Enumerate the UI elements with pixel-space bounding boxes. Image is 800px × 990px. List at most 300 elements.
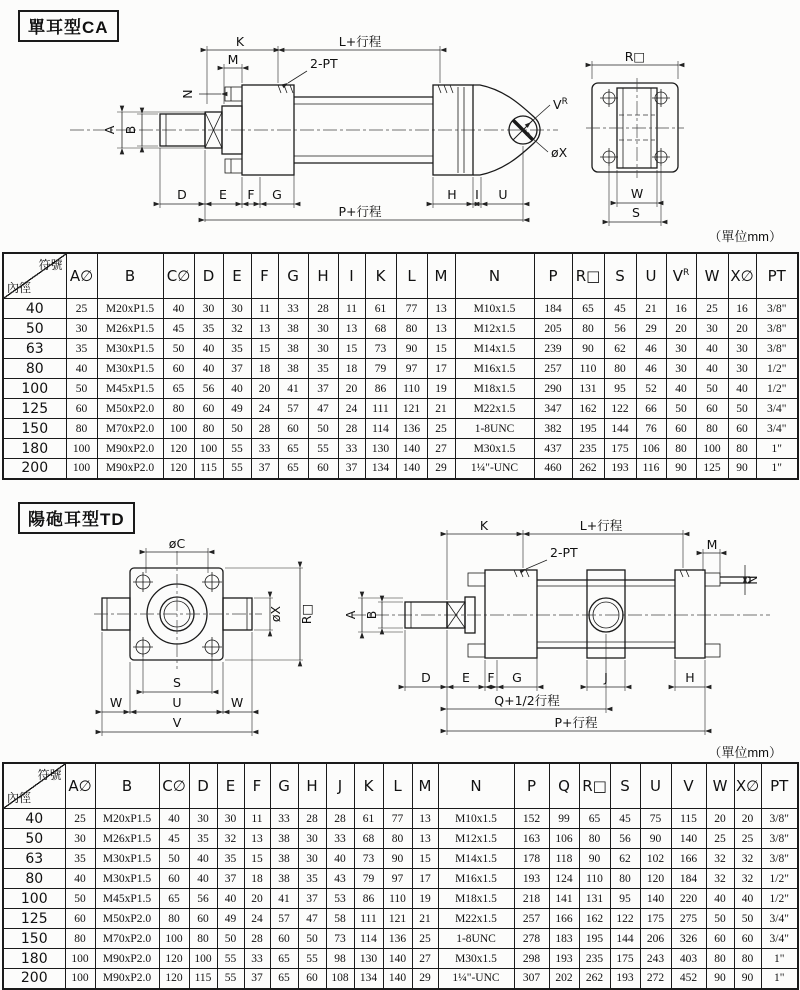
cell: 235 bbox=[572, 439, 604, 459]
col-header: G bbox=[270, 763, 298, 809]
cell: 15 bbox=[244, 849, 270, 869]
cell: 25 bbox=[706, 829, 734, 849]
col-header: D bbox=[194, 253, 223, 299]
cell: 73 bbox=[365, 339, 396, 359]
cell: 131 bbox=[579, 889, 610, 909]
cell: 278 bbox=[514, 929, 549, 949]
td-dimension-table bbox=[2, 762, 799, 990]
cell: 122 bbox=[610, 909, 640, 929]
cell: 62 bbox=[610, 849, 640, 869]
col-header: U bbox=[636, 253, 666, 299]
cell: 1-8UNC bbox=[438, 929, 514, 949]
col-header: K bbox=[365, 253, 396, 299]
cell: 152 bbox=[514, 809, 549, 829]
cell: 25 bbox=[412, 929, 438, 949]
cell: 1" bbox=[756, 439, 798, 459]
cell: 37 bbox=[217, 869, 244, 889]
cell: 33 bbox=[338, 439, 365, 459]
dim-label-u: U bbox=[498, 187, 508, 202]
cell: 17 bbox=[427, 359, 455, 379]
cell: 298 bbox=[514, 949, 549, 969]
cell: 21 bbox=[412, 909, 438, 929]
cell: 20 bbox=[251, 379, 278, 399]
cell: 131 bbox=[572, 379, 604, 399]
dim-label-b: B bbox=[364, 610, 379, 620]
col-header: D bbox=[189, 763, 217, 809]
cell: 29 bbox=[636, 319, 666, 339]
cell: 134 bbox=[354, 969, 383, 989]
cell: 43 bbox=[326, 869, 354, 889]
cell: 1¼"-UNC bbox=[438, 969, 514, 989]
dim-label-ox: øX bbox=[551, 145, 568, 160]
cell: 100 bbox=[189, 949, 217, 969]
cell: 60 bbox=[706, 929, 734, 949]
cell: 116 bbox=[636, 459, 666, 479]
cell: 65 bbox=[278, 459, 308, 479]
cell: 437 bbox=[534, 439, 572, 459]
col-header: C∅ bbox=[163, 253, 194, 299]
cell: 50 bbox=[706, 909, 734, 929]
cell: 28 bbox=[251, 419, 278, 439]
cell: 206 bbox=[640, 929, 671, 949]
col-header: C∅ bbox=[159, 763, 189, 809]
cell: 193 bbox=[610, 969, 640, 989]
cell: 27 bbox=[427, 439, 455, 459]
row-label: 100 bbox=[3, 379, 66, 399]
dim-label-e: E bbox=[462, 670, 470, 685]
cylinder-head bbox=[465, 570, 537, 658]
cell: 28 bbox=[244, 929, 270, 949]
cell: M18x1.5 bbox=[438, 889, 514, 909]
cell: 97 bbox=[396, 359, 427, 379]
cell: 136 bbox=[396, 419, 427, 439]
cell: 47 bbox=[298, 909, 326, 929]
cell: 35 bbox=[66, 339, 97, 359]
col-header: L bbox=[396, 253, 427, 299]
cell: 50 bbox=[666, 399, 696, 419]
cell: M50xP2.0 bbox=[95, 909, 159, 929]
cell: 20 bbox=[734, 809, 761, 829]
cell: 80 bbox=[159, 909, 189, 929]
col-header: R□ bbox=[572, 253, 604, 299]
col-header: $V^R$ bbox=[666, 253, 696, 299]
ports-label: 2-PT bbox=[550, 545, 578, 560]
cell: 37 bbox=[223, 359, 251, 379]
cell: 61 bbox=[354, 809, 383, 829]
cell: 56 bbox=[189, 889, 217, 909]
cell: 73 bbox=[326, 929, 354, 949]
cell: 140 bbox=[671, 829, 706, 849]
table-row bbox=[3, 849, 798, 869]
cell: 162 bbox=[572, 399, 604, 419]
cell: 257 bbox=[514, 909, 549, 929]
cell: 55 bbox=[223, 459, 251, 479]
cell: 45 bbox=[163, 319, 194, 339]
table-row bbox=[3, 439, 798, 459]
row-label: 50 bbox=[3, 319, 66, 339]
col-header: E bbox=[223, 253, 251, 299]
cell: 32 bbox=[734, 869, 761, 889]
cell: 40 bbox=[194, 359, 223, 379]
cell: 35 bbox=[189, 829, 217, 849]
dim-label-r-square: R□ bbox=[299, 603, 314, 625]
table-row bbox=[3, 889, 798, 909]
cell: 80 bbox=[572, 319, 604, 339]
row-label: 63 bbox=[3, 849, 65, 869]
cell: 40 bbox=[189, 849, 217, 869]
cell: 38 bbox=[270, 849, 298, 869]
cell: 79 bbox=[354, 869, 383, 889]
table-row bbox=[3, 829, 798, 849]
col-header: Q bbox=[549, 763, 579, 809]
cell: 25 bbox=[427, 419, 455, 439]
cell: 50 bbox=[308, 419, 338, 439]
cell: 45 bbox=[604, 299, 636, 319]
cell: 30 bbox=[217, 809, 244, 829]
cell: 80 bbox=[396, 319, 427, 339]
cell: 115 bbox=[189, 969, 217, 989]
cell: 184 bbox=[671, 869, 706, 889]
cell: 262 bbox=[572, 459, 604, 479]
cell: 50 bbox=[163, 339, 194, 359]
cell: 65 bbox=[270, 969, 298, 989]
cell: 218 bbox=[514, 889, 549, 909]
cell: 175 bbox=[604, 439, 636, 459]
col-header: N bbox=[455, 253, 534, 299]
cell: 11 bbox=[251, 299, 278, 319]
cell: 121 bbox=[383, 909, 412, 929]
cell: M14x1.5 bbox=[455, 339, 534, 359]
cell: 77 bbox=[396, 299, 427, 319]
cell: 114 bbox=[354, 929, 383, 949]
cell: 33 bbox=[326, 829, 354, 849]
col-header: H bbox=[308, 253, 338, 299]
cell: 90 bbox=[383, 849, 412, 869]
cell: 120 bbox=[163, 439, 194, 459]
td-drawing bbox=[0, 515, 800, 765]
dim-label-k: K bbox=[235, 34, 245, 49]
dim-label-n: N bbox=[180, 89, 195, 99]
cell: 56 bbox=[610, 829, 640, 849]
cell: 3/8" bbox=[761, 809, 798, 829]
cell: 37 bbox=[244, 969, 270, 989]
cell: 13 bbox=[244, 829, 270, 849]
table-row bbox=[3, 339, 798, 359]
cell: 18 bbox=[244, 869, 270, 889]
cell: 60 bbox=[66, 399, 97, 419]
cell: 13 bbox=[338, 319, 365, 339]
cell: 193 bbox=[514, 869, 549, 889]
cell: 257 bbox=[534, 359, 572, 379]
dim-label-s: S bbox=[632, 205, 640, 220]
cell: 130 bbox=[365, 439, 396, 459]
cell: 18 bbox=[338, 359, 365, 379]
cell: 19 bbox=[427, 379, 455, 399]
row-label: 80 bbox=[3, 359, 66, 379]
cell: 184 bbox=[534, 299, 572, 319]
cell: 65 bbox=[278, 439, 308, 459]
cell: 166 bbox=[549, 909, 579, 929]
dim-label-b: B bbox=[123, 125, 138, 135]
dim-label-k: K bbox=[479, 518, 489, 533]
cell: 25 bbox=[66, 299, 97, 319]
cell: 37 bbox=[251, 459, 278, 479]
dim-label-l-stroke: L+行程 bbox=[579, 518, 623, 533]
cell: 30 bbox=[298, 829, 326, 849]
cell: 28 bbox=[338, 419, 365, 439]
cell: 118 bbox=[549, 849, 579, 869]
cell: M14x1.5 bbox=[438, 849, 514, 869]
cell: 40 bbox=[728, 379, 756, 399]
cell: 98 bbox=[326, 949, 354, 969]
cell: 60 bbox=[278, 419, 308, 439]
unit-label-td: （單位mm） bbox=[708, 745, 782, 760]
cell: 100 bbox=[65, 949, 95, 969]
dim-label-g: G bbox=[272, 187, 282, 202]
col-header: N bbox=[438, 763, 514, 809]
cell: 65 bbox=[163, 379, 194, 399]
cell: 38 bbox=[278, 359, 308, 379]
row-label: 180 bbox=[3, 439, 66, 459]
cell: 262 bbox=[579, 969, 610, 989]
cell: 178 bbox=[514, 849, 549, 869]
cell: 29 bbox=[427, 459, 455, 479]
col-header: S bbox=[610, 763, 640, 809]
dim-label-n: N bbox=[745, 575, 760, 585]
cell: 38 bbox=[278, 339, 308, 359]
row-label: 200 bbox=[3, 459, 66, 479]
col-header: H bbox=[298, 763, 326, 809]
cell: 162 bbox=[579, 909, 610, 929]
table-row bbox=[3, 929, 798, 949]
col-header: W bbox=[696, 253, 728, 299]
cell: M30xP1.5 bbox=[95, 849, 159, 869]
cell: 80 bbox=[65, 929, 95, 949]
dim-label-d: D bbox=[421, 670, 431, 685]
cell: 60 bbox=[189, 909, 217, 929]
cell: 50 bbox=[696, 379, 728, 399]
col-header: M bbox=[427, 253, 455, 299]
cell: 141 bbox=[549, 889, 579, 909]
cell: 1/2" bbox=[761, 869, 798, 889]
cell: 38 bbox=[270, 869, 298, 889]
cell: 55 bbox=[308, 439, 338, 459]
cell: 60 bbox=[298, 969, 326, 989]
cell: 97 bbox=[383, 869, 412, 889]
cell: 140 bbox=[383, 969, 412, 989]
cell: 33 bbox=[244, 949, 270, 969]
cell: 166 bbox=[671, 849, 706, 869]
cell: 79 bbox=[365, 359, 396, 379]
dim-label-u: U bbox=[172, 695, 182, 710]
cell: 57 bbox=[278, 399, 308, 419]
cell: 163 bbox=[514, 829, 549, 849]
cell: 134 bbox=[365, 459, 396, 479]
td-side-view bbox=[343, 518, 770, 735]
cell: 40 bbox=[189, 869, 217, 889]
cell: 32 bbox=[706, 849, 734, 869]
cell: 80 bbox=[189, 929, 217, 949]
cell: 30 bbox=[65, 829, 95, 849]
cell: 183 bbox=[549, 929, 579, 949]
tie-rod-holes bbox=[600, 89, 670, 166]
cell: 28 bbox=[298, 809, 326, 829]
cell: 56 bbox=[194, 379, 223, 399]
row-label: 180 bbox=[3, 949, 65, 969]
cell: 30 bbox=[223, 299, 251, 319]
cell: 66 bbox=[636, 399, 666, 419]
col-header: V bbox=[671, 763, 706, 809]
cell: 30 bbox=[666, 339, 696, 359]
cell: 52 bbox=[636, 379, 666, 399]
cell: 61 bbox=[365, 299, 396, 319]
row-label: 40 bbox=[3, 299, 66, 319]
table-row bbox=[3, 969, 798, 989]
cell: 106 bbox=[549, 829, 579, 849]
cell: 49 bbox=[223, 399, 251, 419]
cell: 38 bbox=[270, 829, 298, 849]
col-header: A∅ bbox=[65, 763, 95, 809]
table-row bbox=[3, 319, 798, 339]
cell: 40 bbox=[217, 889, 244, 909]
cell: 15 bbox=[427, 339, 455, 359]
cell: 30 bbox=[308, 319, 338, 339]
dim-label-w: W bbox=[630, 186, 644, 201]
cell: 80 bbox=[194, 419, 223, 439]
dim-label-oc: øC bbox=[168, 536, 186, 551]
cell: M12x1.5 bbox=[438, 829, 514, 849]
cell: 100 bbox=[194, 439, 223, 459]
cell: 202 bbox=[549, 969, 579, 989]
cell: 37 bbox=[308, 379, 338, 399]
cell: 60 bbox=[666, 419, 696, 439]
cell: M26xP1.5 bbox=[95, 829, 159, 849]
cell: 121 bbox=[396, 399, 427, 419]
cell: 106 bbox=[636, 439, 666, 459]
cell: 144 bbox=[610, 929, 640, 949]
dim-label-q-stroke: Q+1/2行程 bbox=[494, 693, 560, 708]
ports-label: 2-PT bbox=[310, 56, 338, 71]
cell: 57 bbox=[270, 909, 298, 929]
cell: 40 bbox=[696, 339, 728, 359]
dim-label-e: E bbox=[219, 187, 227, 202]
cell: 193 bbox=[549, 949, 579, 969]
cell: 195 bbox=[579, 929, 610, 949]
cell: M45xP1.5 bbox=[97, 379, 163, 399]
cell: 40 bbox=[66, 359, 97, 379]
cell: 77 bbox=[383, 809, 412, 829]
cell: 326 bbox=[671, 929, 706, 949]
cell: 25 bbox=[65, 809, 95, 829]
cell: M90xP2.0 bbox=[95, 969, 159, 989]
cell: 60 bbox=[163, 359, 194, 379]
row-label: 50 bbox=[3, 829, 65, 849]
ca-end-view bbox=[586, 49, 684, 226]
cell: 25 bbox=[696, 299, 728, 319]
cell: 13 bbox=[251, 319, 278, 339]
cell: 68 bbox=[365, 319, 396, 339]
cell: M30x1.5 bbox=[438, 949, 514, 969]
dim-label-l-stroke: L+行程 bbox=[338, 34, 382, 49]
cell: M18x1.5 bbox=[455, 379, 534, 399]
cell: 24 bbox=[338, 399, 365, 419]
cell: 80 bbox=[728, 439, 756, 459]
dim-label-w-left: W bbox=[109, 695, 123, 710]
cell: M30xP1.5 bbox=[95, 869, 159, 889]
cell: 32 bbox=[706, 869, 734, 889]
cell: 3/8" bbox=[756, 299, 798, 319]
cell: 3/8" bbox=[756, 319, 798, 339]
cell: 32 bbox=[217, 829, 244, 849]
cell: 1/2" bbox=[756, 359, 798, 379]
cell: 140 bbox=[383, 949, 412, 969]
dim-label-ox: øX bbox=[268, 605, 283, 623]
cell: 35 bbox=[298, 869, 326, 889]
cell: 403 bbox=[671, 949, 706, 969]
cell: 30 bbox=[194, 299, 223, 319]
cell: 90 bbox=[706, 969, 734, 989]
col-header: B bbox=[97, 253, 163, 299]
cell: 90 bbox=[396, 339, 427, 359]
cell: M26xP1.5 bbox=[97, 319, 163, 339]
cell: 65 bbox=[572, 299, 604, 319]
cell: 124 bbox=[549, 869, 579, 889]
ca-side-view bbox=[70, 34, 568, 222]
col-header: J bbox=[326, 763, 354, 809]
cell: 3/8" bbox=[756, 339, 798, 359]
cell: M70xP2.0 bbox=[97, 419, 163, 439]
dim-label-v: V bbox=[172, 715, 182, 730]
cell: 30 bbox=[66, 319, 97, 339]
dim-label-f: F bbox=[247, 187, 255, 202]
cell: 35 bbox=[223, 339, 251, 359]
cell: 290 bbox=[534, 379, 572, 399]
cell: 175 bbox=[610, 949, 640, 969]
dim-label-r-square: R□ bbox=[624, 49, 646, 64]
cell: M12x1.5 bbox=[455, 319, 534, 339]
dim-label-a: A bbox=[102, 125, 117, 135]
cell: 49 bbox=[217, 909, 244, 929]
cell: 275 bbox=[671, 909, 706, 929]
cell: 17 bbox=[412, 869, 438, 889]
table-row bbox=[3, 869, 798, 889]
cell: 110 bbox=[572, 359, 604, 379]
cell: 16 bbox=[666, 299, 696, 319]
cell: 20 bbox=[338, 379, 365, 399]
cell: 15 bbox=[338, 339, 365, 359]
cell: 60 bbox=[65, 909, 95, 929]
table-row bbox=[3, 949, 798, 969]
cell: 3/4" bbox=[756, 419, 798, 439]
cell: 65 bbox=[579, 809, 610, 829]
cell: 50 bbox=[728, 399, 756, 419]
cell: 53 bbox=[326, 889, 354, 909]
cell: 100 bbox=[66, 439, 97, 459]
row-label: 125 bbox=[3, 909, 65, 929]
cell: 114 bbox=[365, 419, 396, 439]
cell: 40 bbox=[696, 359, 728, 379]
cell: 30 bbox=[308, 339, 338, 359]
col-header: M bbox=[412, 763, 438, 809]
cell: M90xP2.0 bbox=[97, 439, 163, 459]
cell: 110 bbox=[579, 869, 610, 889]
col-header: S bbox=[604, 253, 636, 299]
cell: 144 bbox=[604, 419, 636, 439]
row-label: 200 bbox=[3, 969, 65, 989]
cell: 76 bbox=[636, 419, 666, 439]
section-title-ca: 單耳型CA bbox=[18, 10, 119, 42]
cell: 111 bbox=[365, 399, 396, 419]
